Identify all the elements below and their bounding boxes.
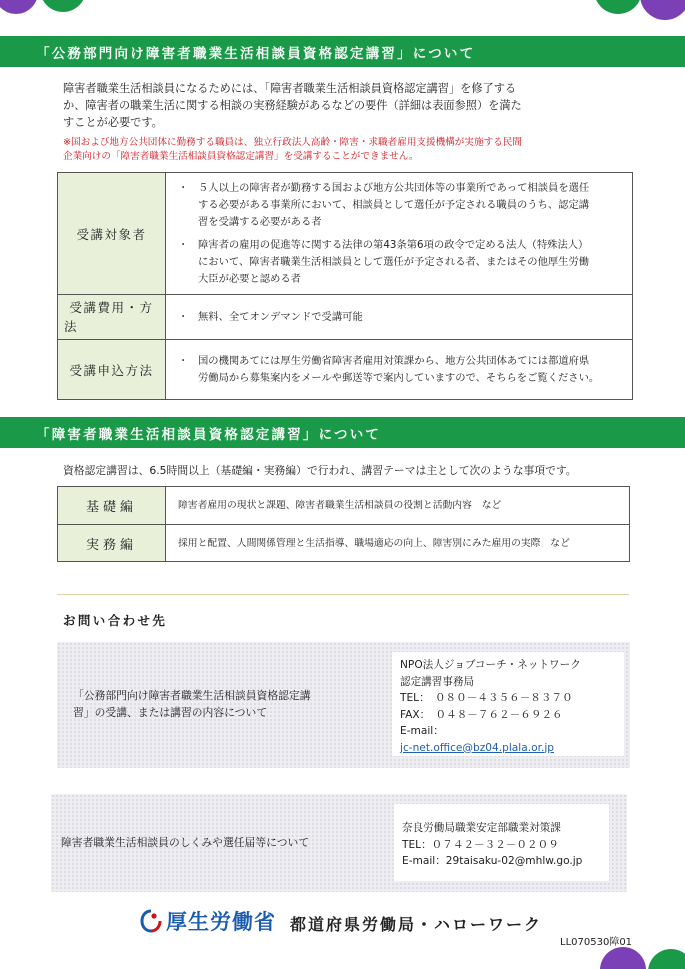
row-content-fee <box>166 295 633 340</box>
row-label-apply: 受講申込方法 <box>58 340 166 400</box>
ministry-logo-icon <box>140 909 162 933</box>
decor-dot-bottom-2 <box>648 949 685 969</box>
list-item: ・ 障害者の雇用の促進等に関する法律の第43条第6項の政令で定める法人（特殊法人） において、障害者職業生活相談員として選任が予定される者、またはその他厚生労働 大臣が必要と認める者 <box>178 238 590 285</box>
list-item: ・ 国の機関あてには厚生労働省障害者雇用対策課から、地方公共団体あてには都道府県 労働局から募集案内をメールや郵送等で案内していますので、そちらをご覧ください。 <box>178 354 600 384</box>
section1-table <box>57 172 633 400</box>
footer-tagline: 都道府県労働局・ハローワーク <box>290 915 543 934</box>
row-label-fee: 受講費用・方 法 <box>58 295 166 340</box>
contact-1-details: NPO法人ジョブコーチ・ネットワーク 認定講習事務局 TEL： ０８０－４３５６－８３７０ FAX： ０４８－７６２－６９２６ E-mail： jc-net.office@bz04.plala.or.jp <box>392 652 624 756</box>
contact-box-2 <box>51 794 627 892</box>
contact-2-subject: 障害者職業生活相談員のしくみや選任届等について <box>61 836 310 849</box>
table-row <box>58 295 633 340</box>
ministry-logo <box>140 909 162 933</box>
section1-intro: 障害者職業生活相談員になるためには、「障害者職業生活相談員資格認定講習」を修了する か、障害者の職業生活に関する相談の実務経験があるなどの要件（詳細は表面参照）を満た すことが必要です。 <box>63 82 522 129</box>
ministry-name: 厚生労働省 <box>166 910 276 934</box>
row-label-practice: 実務編 <box>58 525 166 562</box>
table-row <box>58 340 633 400</box>
row-content-target <box>166 173 633 295</box>
divider <box>57 594 629 595</box>
table-row <box>58 487 630 525</box>
row-content-practice: 採用と配置、人間関係管理と生活指導、職場適応の向上、障害別にみた雇用の実際 など <box>166 525 630 562</box>
row-content-basic: 障害者雇用の現状と課題、障害者職業生活相談員の役割と活動内容 など <box>166 487 630 525</box>
section2-title: 「障害者職業生活相談員資格認定講習」について <box>36 426 382 443</box>
decor-dot-top-2 <box>594 0 642 14</box>
row-label-target: 受講対象者 <box>58 173 166 295</box>
section2-title-bar <box>0 417 685 448</box>
decor-dot-bottom-1 <box>600 947 646 969</box>
list-item: ・ 無料、全てオンデマンドで受講可能 <box>178 310 363 323</box>
section1-title: 「公務部門向け障害者職業生活相談員資格認定講習」について <box>36 45 476 62</box>
decor-dot-top-right <box>640 0 685 20</box>
contact-1-fax: FAX： ０４８－７６２－６９２６ <box>400 708 563 721</box>
decor-dot-top-left <box>0 0 38 14</box>
list-item: ・ ５人以上の障害者が勤務する国および地方公共団体等の事業所であって相談員を選任 する必要がある事業所において、相談員として選任が予定される職員のうち、認定講 習を受講する必要がある者 <box>178 181 590 228</box>
contact-2-details: 奈良労働局職業安定部職業対策課 TEL：０７４２－３２－０２０９ E-mail：29taisaku-02@mhlw.go.jp <box>394 804 609 881</box>
document-code: LL070530障01 <box>560 937 633 948</box>
section1-note: ※国および地方公共団体に勤務する職員は、独立行政法人高齢・障害・求職者雇用支援機構が実施する民間 企業向けの「障害者職業生活相談員資格認定講習」を受講することができません。 <box>63 137 522 162</box>
row-label-basic: 基礎編 <box>58 487 166 525</box>
decor-dot-top-1 <box>40 0 86 12</box>
section1-title-bar <box>0 36 685 67</box>
contact-heading: お問い合わせ先 <box>63 613 168 628</box>
table-row <box>58 525 630 562</box>
contact-1-subject: 「公務部門向け障害者職業生活相談員資格認定講 習」の受講、または講習の内容について <box>73 689 311 719</box>
table-row <box>58 173 633 295</box>
contact-2-tel: TEL：０７４２－３２－０２０９ <box>402 838 559 851</box>
contact-2-email: E-mail：29taisaku-02@mhlw.go.jp <box>402 855 583 867</box>
section2-intro: 資格認定講習は、6.5時間以上（基礎編・実務編）で行われ、講習テーマは主として次のような事項です。 <box>63 464 577 477</box>
contact-1-tel: TEL： ０８０－４３５６－８３７０ <box>400 692 573 704</box>
section2-table <box>57 486 630 562</box>
row-content-apply <box>166 340 633 400</box>
contact-1-email-link[interactable]: jc-net.office@bz04.plala.or.jp <box>400 741 554 754</box>
contact-box-1 <box>57 642 630 768</box>
